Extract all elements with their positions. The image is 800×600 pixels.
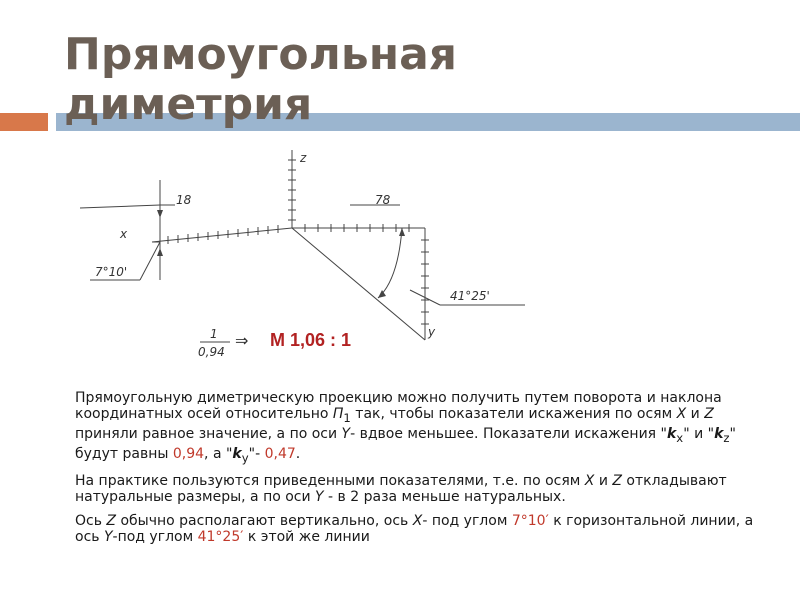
arrow-x-angle-icon [157,248,163,256]
axis-x-label: x [120,227,128,241]
value-094: 0,94 [172,445,205,462]
angle-y-label: 41°25' [450,289,490,303]
accent-bar-orange [0,113,48,131]
angle-value-2: 41°25′ [197,529,244,546]
implies-arrow-icon: ⇒ [235,331,249,350]
dim-18-label: 18 [176,193,192,207]
title-line-2: диметрия [64,79,313,130]
slide-title [64,30,457,130]
angle-x-label: 7°10' [95,265,128,279]
angle-x-leader [140,242,160,280]
arrow-18-icon [157,210,163,218]
paragraph-3: Ось Z обычно располагают вертикально, ось X- под углом 7°10′ к горизонтальной линии, а ось Y-под углом 41°25′ к этой же линии [75,513,754,546]
dim-78-label: 78 [375,193,391,207]
arrow-arc-bottom-icon [378,290,386,298]
right-ticks [305,224,429,324]
value-047: 0,47 [264,445,296,462]
axis-y-label: y [428,325,436,339]
angle-value-1: 7°10′ [511,513,549,530]
fraction-numerator: 1 [210,327,218,341]
paragraph-2: На практике пользуются приведенными показателями, т.е. по осям X и Z откладывают натуральные размеры, а по оси Y - в 2 раза меньше натуральных. [75,473,727,506]
title-line-1: Прямоугольная [64,29,458,80]
paragraph-1: Прямоугольную диметрическую проекцию можно получить путем поворота и наклона координатных осей относительно $П_1$ так, чтобы показатели искажения по осям X и Z приняли равное значение, а по оси Y- вдвое меньшее. Показатели искажения "$k_x$" и "$k_z$" будут равны 0,94, а "$k_y"-$ 0,47. [75,390,736,465]
angle-y-arc [378,228,402,298]
fraction-denominator: 0,94 [198,345,225,359]
scale-label: M 1,06 : 1 [270,330,352,350]
y-axis-line [292,228,425,340]
body-text [75,390,755,553]
axis-z-label: z [300,151,307,165]
x-axis-line [152,228,292,242]
arrow-arc-top-icon [399,228,405,236]
